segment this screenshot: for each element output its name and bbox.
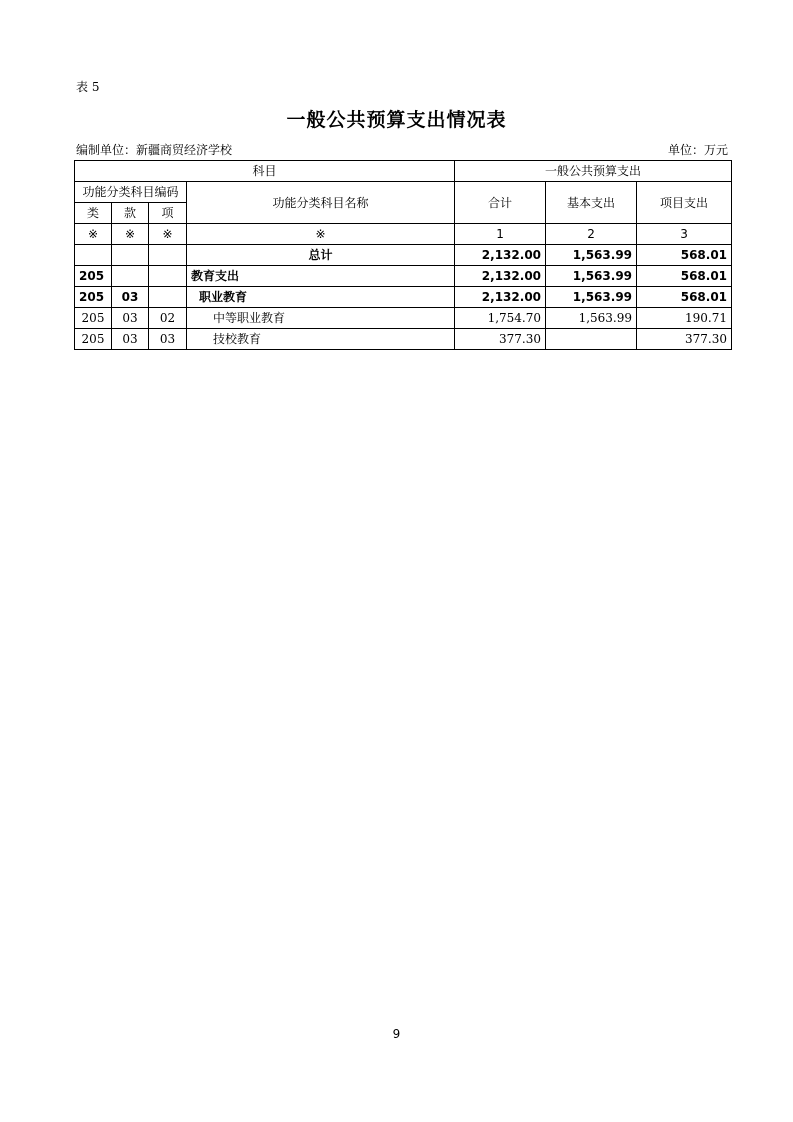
cell-basic: 1,563.99 [546,245,637,266]
cell-lei: 205 [75,329,112,350]
marker-cell: ※ [75,224,112,245]
cell-total: 377.30 [455,329,546,350]
header-subject-name: 功能分类科目名称 [187,182,455,224]
cell-name: 总计 [187,245,455,266]
cell-xiang: 03 [149,329,187,350]
header-code-group: 功能分类科目编码 [75,182,187,203]
cell-lei [75,245,112,266]
header-row-1 [75,161,732,182]
marker-row [75,224,732,245]
marker-cell: ※ [149,224,187,245]
cell-name: 教育支出 [187,266,455,287]
cell-project: 568.01 [637,287,732,308]
currency-unit: 单位：万元 [667,143,728,157]
cell-project: 190.71 [637,308,732,329]
header-subject: 科目 [75,161,455,182]
cell-xiang: 02 [149,308,187,329]
header-total: 合计 [455,182,546,224]
cell-project: 568.01 [637,266,732,287]
table-number-label: 表 5 [76,80,100,94]
marker-cell: 1 [455,224,546,245]
cell-total: 2,132.00 [455,287,546,308]
cell-xiang [149,287,187,308]
cell-lei: 205 [75,266,112,287]
header-budget-group: 一般公共预算支出 [455,161,732,182]
table-row [75,287,732,308]
table-row [75,308,732,329]
page-number: 9 [392,1027,401,1041]
cell-kuan: 03 [112,329,149,350]
cell-kuan: 03 [112,287,149,308]
cell-xiang [149,245,187,266]
marker-cell: 3 [637,224,732,245]
cell-project: 568.01 [637,245,732,266]
header-lei: 类 [75,203,112,224]
table-row [75,266,732,287]
budget-expenditure-table [74,160,732,350]
cell-project: 377.30 [637,329,732,350]
table-row [75,329,732,350]
header-kuan: 款 [112,203,149,224]
cell-kuan: 03 [112,308,149,329]
cell-total: 2,132.00 [455,245,546,266]
marker-cell: ※ [112,224,149,245]
cell-total: 2,132.00 [455,266,546,287]
cell-basic: 1,563.99 [546,266,637,287]
cell-basic: 1,563.99 [546,308,637,329]
cell-basic [546,329,637,350]
cell-total: 1,754.70 [455,308,546,329]
cell-name: 技校教育 [187,329,455,350]
cell-name: 职业教育 [187,287,455,308]
compiling-unit: 编制单位：新疆商贸经济学校 [76,143,233,157]
header-row-2 [75,182,732,203]
cell-kuan [112,266,149,287]
cell-kuan [112,245,149,266]
cell-xiang [149,266,187,287]
marker-cell: 2 [546,224,637,245]
document-title: 一般公共预算支出情况表 [286,109,507,131]
header-xiang: 项 [149,203,187,224]
cell-name: 中等职业教育 [187,308,455,329]
table-row-grand-total [75,245,732,266]
header-project: 项目支出 [637,182,732,224]
cell-lei: 205 [75,308,112,329]
marker-cell: ※ [187,224,455,245]
cell-basic: 1,563.99 [546,287,637,308]
cell-lei: 205 [75,287,112,308]
header-basic: 基本支出 [546,182,637,224]
